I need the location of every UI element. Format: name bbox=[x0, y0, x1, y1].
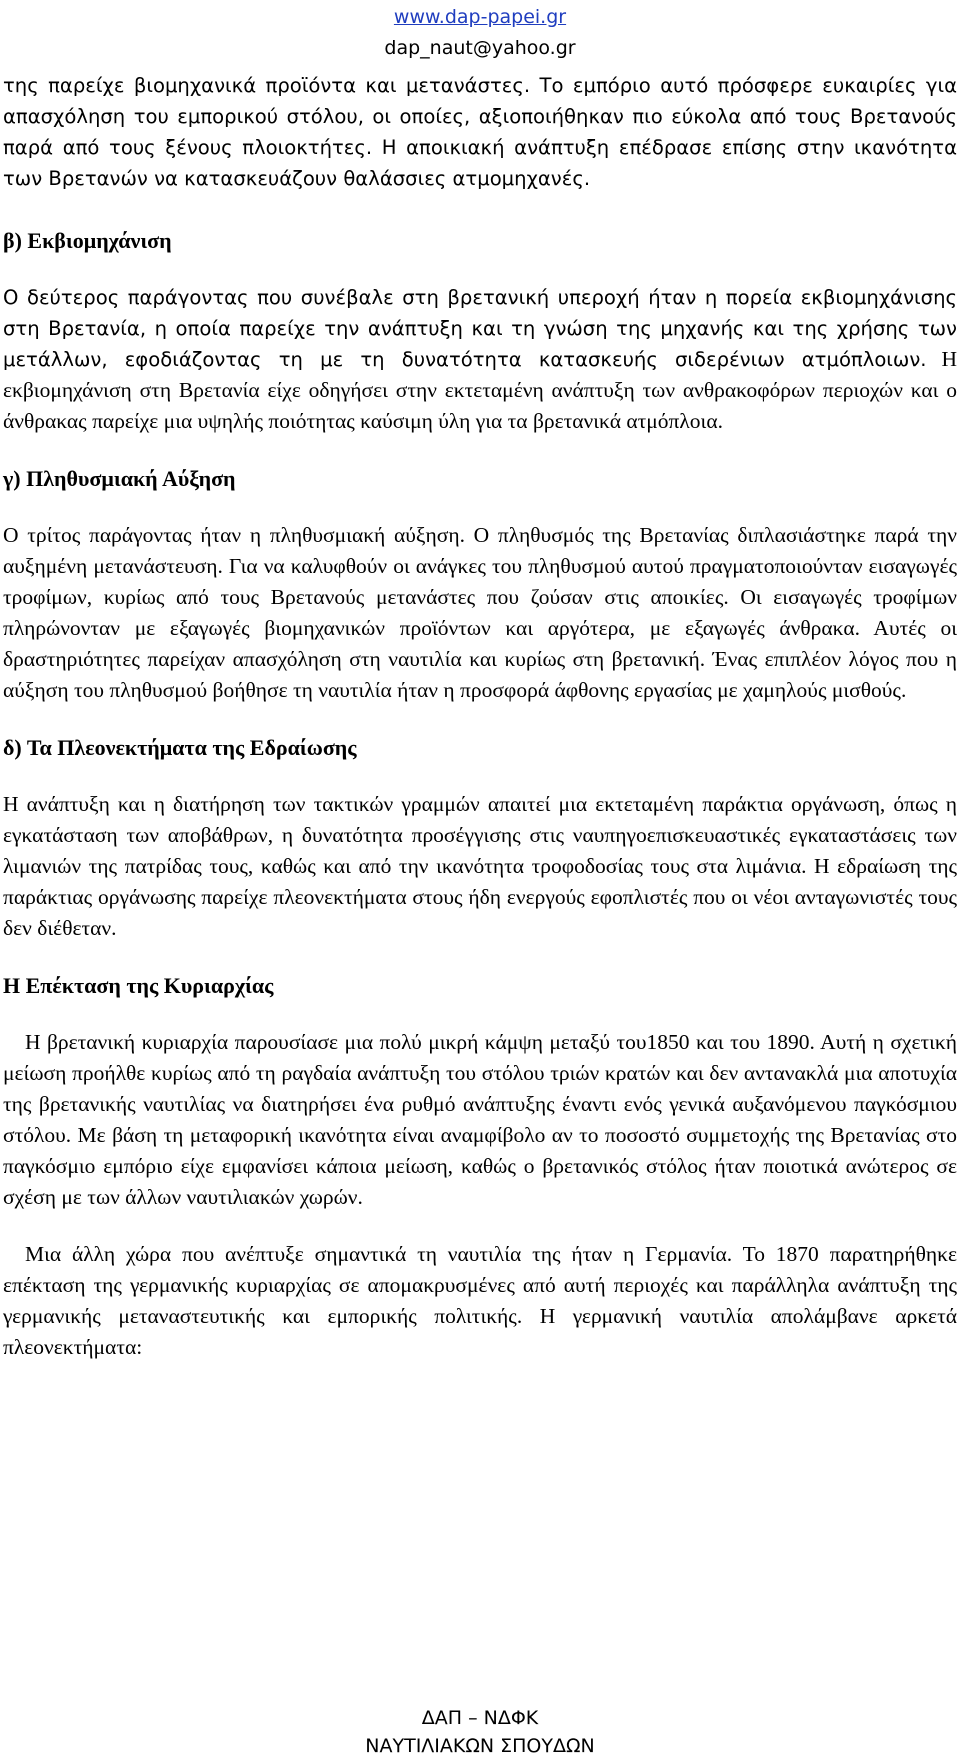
document-body bbox=[3, 70, 957, 1363]
paragraph-industrialization-part2: Η εκβιομηχάνιση στη Βρετανία είχε οδηγήσει στην εκτεταμένη ανάπτυξη των ανθρακοφόρων περιοχών και ο άνθρακας παρείχε μια υψηλής ποιότητας καύσιμη ύλη για τα βρετανικά ατμόπλοια. bbox=[3, 347, 958, 433]
paragraph-industrialization bbox=[3, 282, 957, 437]
site-link[interactable]: www.dap-papei.gr bbox=[393, 6, 567, 28]
footer-line-1: ΔΑΠ – ΝΔΦΚ bbox=[421, 1707, 539, 1729]
heading-expansion: Η Επέκταση της Κυριαρχίας bbox=[3, 973, 274, 998]
heading-advantages: δ) Τα Πλεονεκτήματα της Εδραίωσης bbox=[3, 735, 357, 760]
page-footer bbox=[0, 1704, 960, 1760]
paragraph-germany: Μια άλλη χώρα που ανέπτυξε σημαντικά τη ναυτιλία της ήταν η Γερμανία. Το 1870 παρατηρήθηκε επέκταση της γερμανικής κυριαρχίας σε απομακρυσμένες από αυτή περιοχές και παράλληλα ανάπτυξη της γερμανικής μεταναστευτικής και εμπορικής πολιτικής. Η γερμανική ναυτιλία απολάμβανε αρκετά πλεονεκτήματα: bbox=[3, 1242, 957, 1359]
paragraph-industrialization-part1: Ο δεύτερος παράγοντας που συνέβαλε στη βρετανική υπεροχή ήταν η πορεία εκβιομηχάνισης στη Βρετανία, η οποία παρείχε την ανάπτυξη και τη γνώση της μηχανής και της χρήσης των μετάλλων, εφοδιάζοντας τη με τη δυνατότητα κατασκευής σιδερένιων ατμόπλοιων. bbox=[3, 286, 957, 371]
paragraph-expansion: Η βρετανική κυριαρχία παρουσίασε μια πολύ μικρή κάμψη μεταξύ του1850 και του 1890. Αυτή η σχετική μείωση προήλθε κυρίως από τη ραγδαία ανάπτυξη του στόλου τριών κρατών και δεν αντανακλά μια αποτυχία της βρετανικής ναυτιλίας να διατηρήσει ένα ρυθμό ανάπτυξης έναντι ενός γενικά αυξανόμενου παγκόσμιου στόλου. Με βάση τη μεταφορική ικανότητα είναι αναμφίβολο αν το ποσοστό συμμετοχής της Βρετανίας στο παγκόσμιο εμπόριο είχε εμφανίσει κάποια μείωση, καθώς ο βρετανικός στόλος ήταν ποιοτικά ανώτερος σε σχέση με των άλλων ναυτιλιακών χωρών. bbox=[3, 1030, 957, 1209]
heading-industrialization: β) Εκβιομηχάνιση bbox=[3, 228, 172, 253]
paragraph-colonial: της παρείχε βιομηχανικά προϊόντα και μετανάστες. Το εμπόριο αυτό πρόσφερε ευκαιρίες για απασχόληση του εμπορικού στόλου, οι οποίες, αξιοποιήθηκαν πιο εύκολα από τους Βρετανούς παρά από τους ξένους πλοιοκτήτες. Η αποικιακή ανάπτυξη επέδρασε επίσης στην ικανότητα των Βρετανών να κατασκευάζουν θαλάσσιες ατμομηχανές. bbox=[3, 74, 957, 190]
paragraph-advantages: Η ανάπτυξη και η διατήρηση των τακτικών γραμμών απαιτεί μια εκτεταμένη παράκτια οργάνωση, όπως η εγκατάσταση των αποβάθρων, η δυνατότητα προσέγγισης στις ναυπηγοεπισκευαστικές εγκαταστάσεις των λιμανιών της πατρίδας τους, καθώς και από την ικανότητα τροφοδοσίας τους στα λιμάνια. Η εδραίωση της παράκτιας οργάνωσης παρείχε πλεονεκτήματα στους ήδη ενεργούς εφοπλιστές που οι νέοι ανταγωνιστές τους δεν διέθεταν. bbox=[3, 792, 957, 940]
footer-line-2: ΝΑΥΤΙΛΙΑΚΩΝ ΣΠΟΥΔΩΝ bbox=[365, 1735, 595, 1757]
heading-population: γ) Πληθυσμιακή Αύξηση bbox=[3, 466, 236, 491]
paragraph-population: Ο τρίτος παράγοντας ήταν η πληθυσμιακή αύξηση. Ο πληθυσμός της Βρετανίας διπλασιάστηκε παρά την αυξημένη μετανάστευση. Για να καλυφθούν οι ανάγκες του πληθυσμού αυτού πραγματοποιούνταν εισαγωγές τροφίμων, κυρίως από τους Βρετανούς μετανάστες που ζούσαν στις αποικίες. Οι εισαγωγές τροφίμων πληρώνονταν με εξαγωγές βιομηχανικών προϊόντων και αργότερα, με εξαγωγές άνθρακα. Αυτές οι δραστηριότητες παρείχαν απασχόληση στη ναυτιλία και κυρίως στη βρετανική. Ένας επιπλέον λόγος που η αύξηση του πληθυσμού βοήθησε τη ναυτιλία ήταν η προσφορά άφθονης εργασίας με χαμηλούς μισθούς. bbox=[3, 523, 957, 702]
email-address: dap_naut@yahoo.gr bbox=[384, 37, 576, 59]
page-header bbox=[0, 2, 960, 64]
